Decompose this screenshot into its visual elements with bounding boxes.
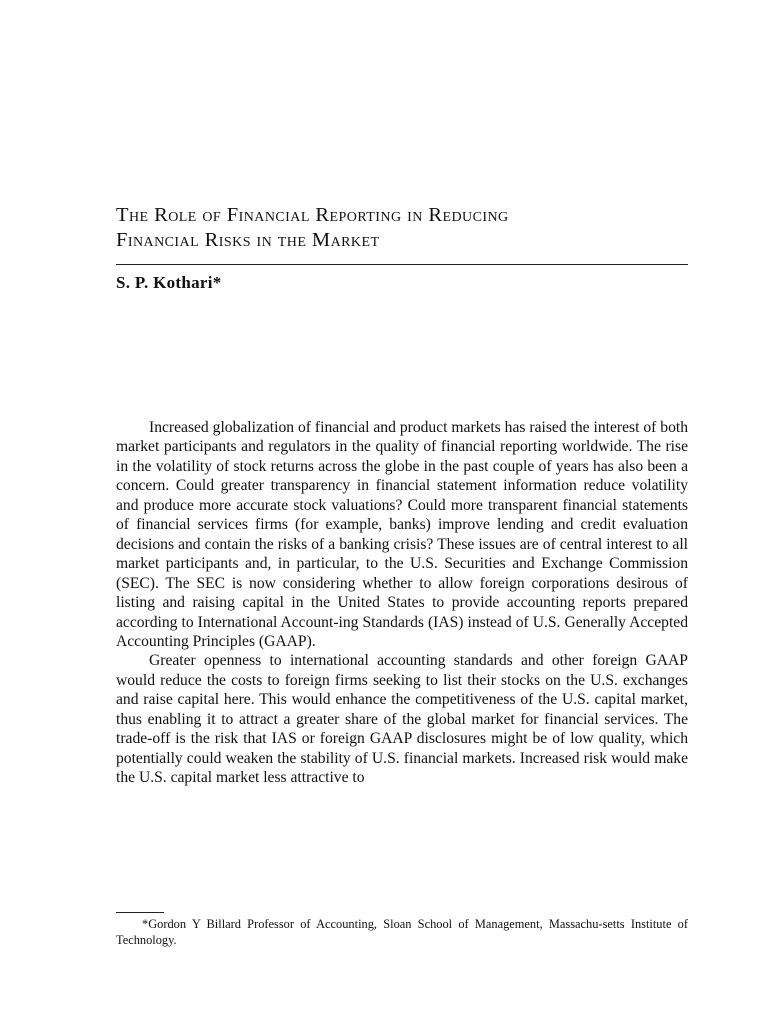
author-name: S. P. Kothari* (116, 273, 222, 292)
title-rule (116, 264, 688, 265)
article-title (116, 203, 691, 253)
article-title-line-1: The Role of Financial Reporting in Reducing (116, 204, 509, 226)
body-paragraph-2: Greater openness to international accounting standards and other foreign GAAP would reduce the costs to foreign firms seeking to list their stocks on the U.S. exchanges and raise capital here. This would enhance the competitiveness of the U.S. capital market, thus enabling it to attract a greater share of the global market for financial services. The trade-off is the risk that IAS or foreign GAAP disclosures might be of low quality, which potentially could weaken the stability of U.S. financial markets. Increased risk would make the U.S. capital market less attractive to (116, 652, 688, 787)
body-text (116, 418, 688, 788)
author-footnote: *Gordon Y Billard Professor of Accounting, Sloan School of Management, Massachu-setts Institute of Technology. (116, 917, 688, 947)
body-paragraph-1: Increased globalization of financial and product markets has raised the interest of both market participants and regulators in the quality of financial reporting worldwide. The rise in the volatility of stock returns across the globe in the past couple of years has also been a concern. Could greater transparency in financial statement information reduce volatility and produce more accurate stock valuations? Could more transparent financial statements of financial services firms (for example, banks) improve lending and credit evaluation decisions and contain the risks of a banking crisis? These issues are of central interest to all market participants and, in particular, to the U.S. Securities and Exchange Commission (SEC). The SEC is now considering whether to allow foreign corporations desirous of listing and raising capital in the United States to provide accounting reports prepared according to International Account-ing Standards (IAS) instead of U.S. Generally Accepted Accounting Principles (GAAP). (116, 419, 688, 650)
article-title-line-2: Financial Risks in the Market (116, 229, 380, 251)
footnote-rule (116, 912, 164, 913)
